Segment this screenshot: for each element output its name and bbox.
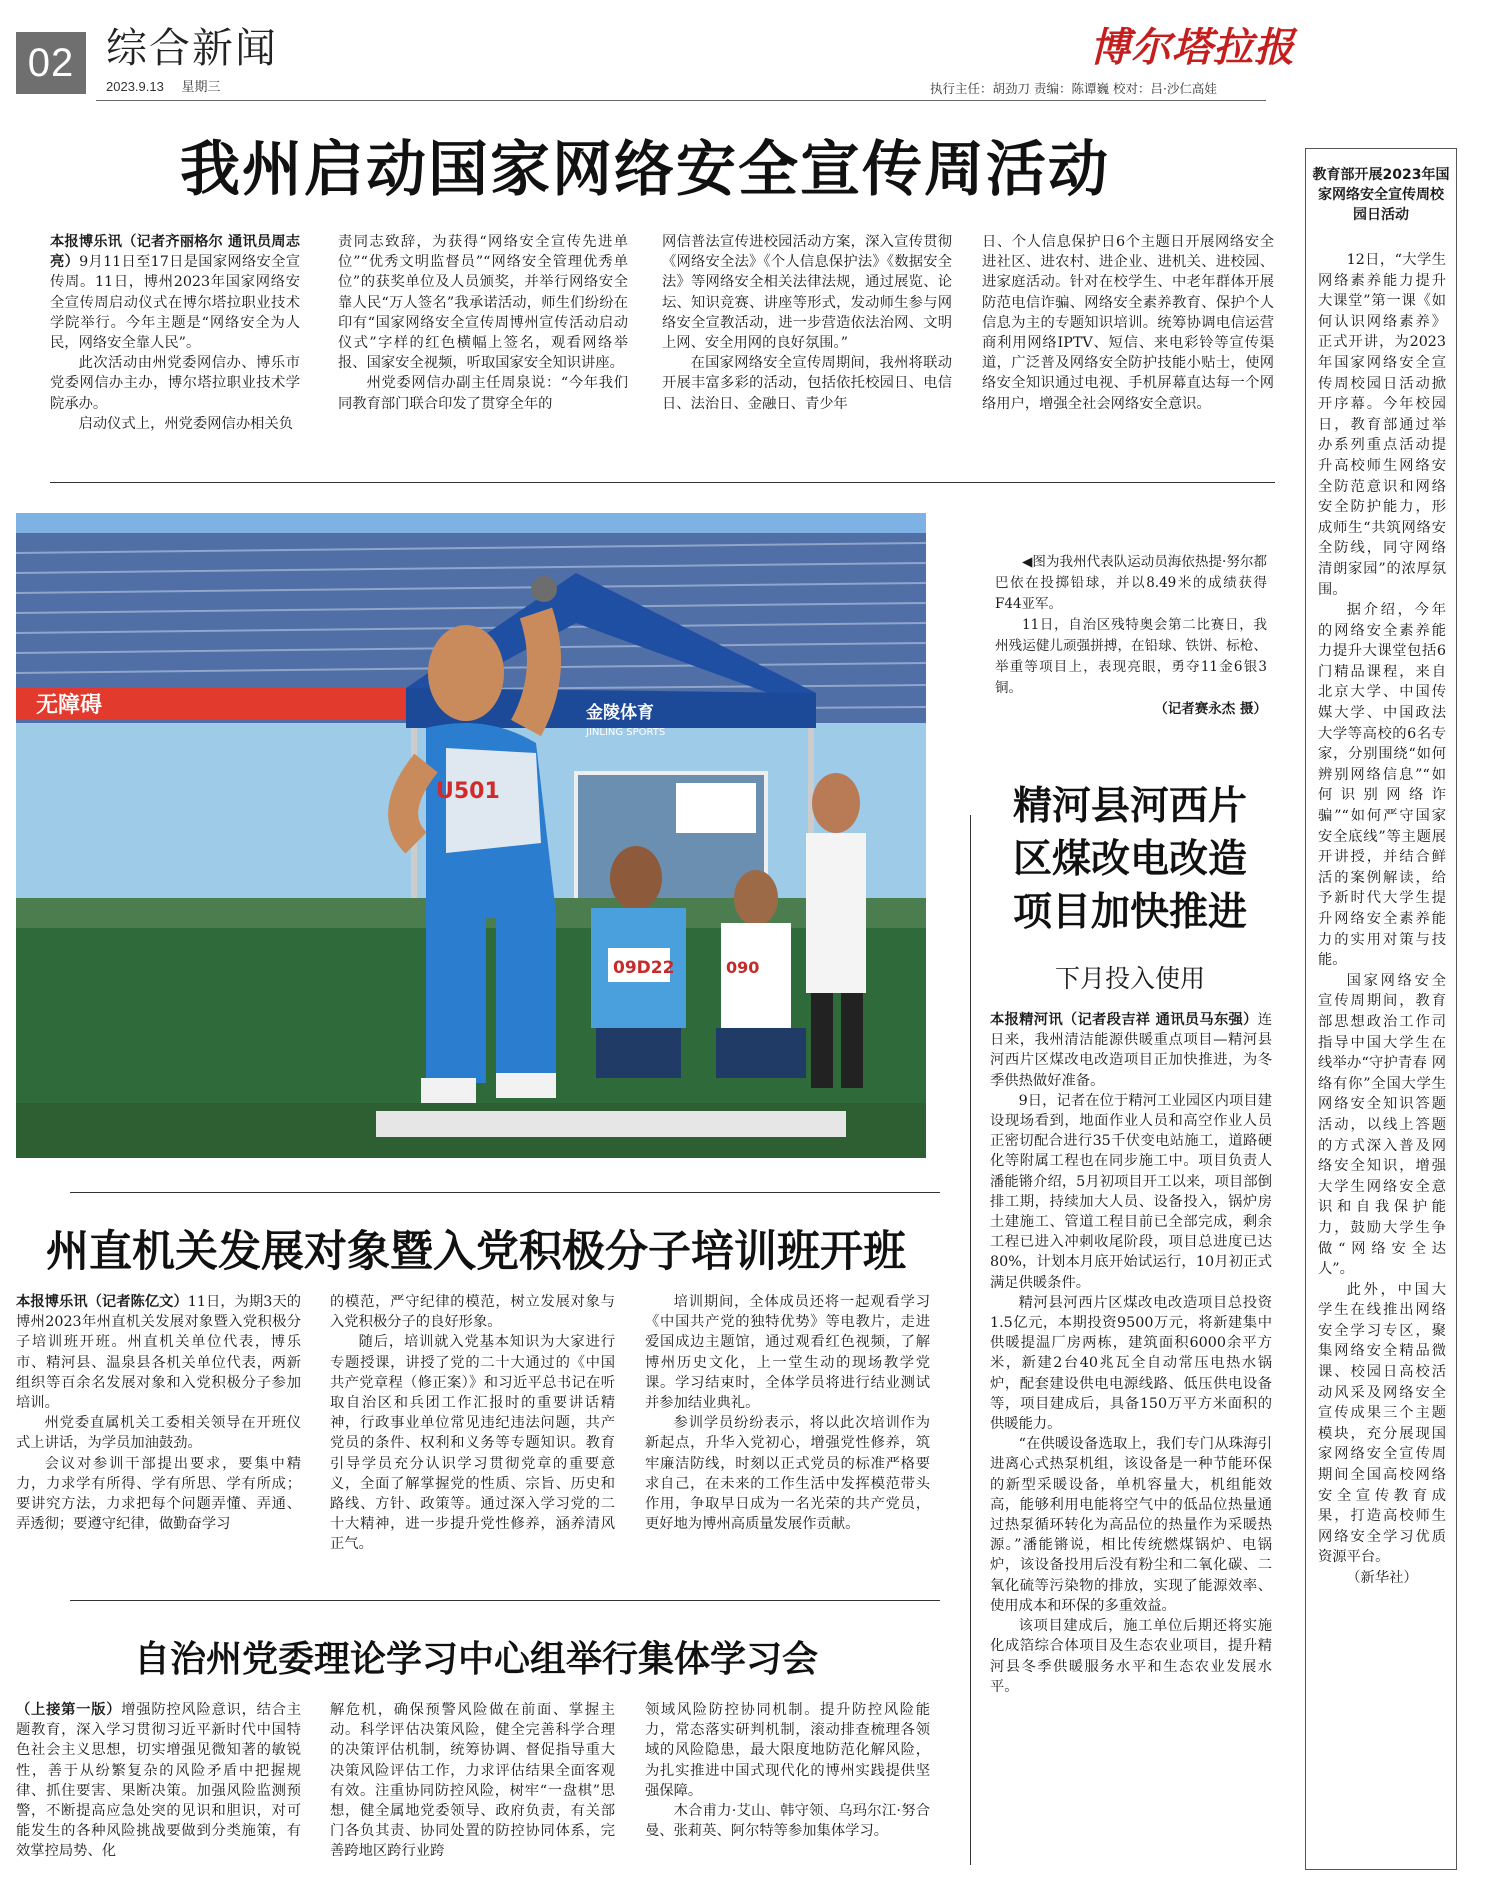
article1-p5: 州党委网信办副主任周泉说：“今年我们同教育部门联合印发了贯穿全年的 [338, 375, 628, 412]
article1-p7: 在国家网络安全宣传周期间，我州将联动开展丰富多彩的活动，包括依托校园日、电信日、法治日、金融日、青少年 [662, 355, 952, 412]
article2-p4: “在供暖设备选取上，我们专门从珠海引进离心式热泵机组，该设备是一种节能环保的新型采暖设备，单机容量大，机组能效高，能够利用电能将空气中的低品位热量通过热泵循环转化为高品位的热量作为采暖热源。”潘能锵说，相比传统燃煤锅炉、电锅炉，该设备投用后没有粉尘和二氧化碳、二氧化硫等污染物的排放，实现了能源效率、使用成本和环保的多重效益。 [990, 1436, 1272, 1614]
section-title: 综合新闻 [106, 24, 278, 72]
article3-p7: 参训学员纷纷表示，将以此次培训作为新起点，升华入党初心，增强党性修养，筑牢廉洁防线，时刻以正式党员的标准严格要求自己，在未来的工作生活中发挥模范带头作用，争取早日成为一名光荣的共产党员，更好地为博州高质量发展作贡献。 [645, 1415, 930, 1533]
canopy-brand: 金陵体育 [586, 703, 654, 723]
weekday: 星期三 [181, 79, 221, 94]
article4-col2 [330, 1700, 615, 1880]
article2-headline-line2: 区煤改电改造 [1012, 836, 1247, 882]
article3-col3 [645, 1292, 930, 1560]
article2-byline: 本报精河讯（记者段吉祥 通讯员马东强） [990, 1012, 1258, 1028]
article4-p3: 领域风险防控协同机制。提升防控风险能力，常态落实研判机制，滚动排查梳理各领域的风险隐患，最大限度地防范化解风险，为扎实推进中国式现代化的博州实践提供坚强保障。 [645, 1702, 930, 1799]
article2-p2: 9日，记者在位于精河工业园区内项目建设现场看到，地面作业人员和高空作业人员正密切配合进行35千伏变电站施工，道路硬化等附属工程也在同步施工中。项目负责人潘能锵介绍，5月初项目开工以来，项目部倒排工期，持续加大人员、设备投入，锅炉房土建施工、管道工程目前已全部完成，剩余工程已进入冲刺收尾阶段，项目总进度已达80%，计划本月底开始试运行，10月初正式满足供暖条件。 [990, 1092, 1272, 1291]
sidebar-headline: 教育部开展2023年国家网络安全宣传周校园日活动 [1312, 167, 1450, 223]
article1-col1 [50, 232, 300, 454]
article3-p6: 培训期间，全体成员还将一起观看学习《中国共产党的独特优势》等电教片，走进爱国成边主题馆，通过观看红色视频，了解博州历史文化，上一堂生动的现场教学党课。学习结束时，全体学员将进行结业测试并参加结业典礼。 [645, 1294, 930, 1412]
caption-p2: 11日，自治区残特奥会第二比赛日，我州残运健儿顽强拼搏，在铅球、铁饼、标枪、举重等项目上，表现亮眼，勇夺11金6银3铜。 [995, 617, 1267, 696]
article2-lead [990, 1010, 1272, 1091]
article3-p5: 随后，培训就入党基本知识为大家进行专题授课，讲授了党的二十大通过的《中国共产党章程（修正案）》和习近平总书记在听取自治区和兵团工作汇报时的重要讲话精神，行政事业单位常见违纪违法问题，共产党员的条件、权利和义务等专题知识。教育引导学员充分认识学习贯彻党章的重要意义，全面了解掌握党的性质、宗旨、历史和路线、方针、政策等。通过深入学习党的二十大精神，进一步提升党性修养，涵养清风正气。 [330, 1334, 615, 1553]
article1-byline: 本报博乐讯（记者齐丽格尔 通讯员周志亮） [50, 234, 300, 271]
canopy-brand-en: JINLING SPORTS [586, 727, 666, 738]
sidebar-body [1318, 250, 1446, 1865]
article3-rule [70, 1600, 940, 1601]
article3-headline: 州直机关发展对象暨入党积极分子培训班开班 [46, 1227, 906, 1277]
article1-col2 [338, 232, 628, 454]
article3-p4: 的模范，严守纪律的模范，树立发展对象与入党积极分子的良好形象。 [330, 1294, 615, 1331]
article1-p6: 网信普法宣传进校园活动方案，深入宣传贯彻《网络安全法》《个人信息保护法》《数据安全法》等网络安全相关法律法规，通过展览、论坛、知识竞赛、讲座等形式，发动师生参与网络安全宣教活动，进一步营造依法治网、文明上网、安全用网的良好氛围。” [662, 234, 952, 352]
article4-p2: 解危机，确保预警风险做在前面、掌握主动。科学评估决策风险，健全完善科学合理的决策评估机制，统筹协调、督促指导重大决策风险评估工作，力求评估结果全面客观有效。注重协同防控风险，树牢“一盘棋”思想，健全属地党委领导、政府负责，有关部门各负其责、协同处置的防控协同体系，完善跨地区跨行业跨 [330, 1702, 615, 1860]
article3-p2: 州党委直属机关工委相关领导在开班仪式上讲话，为学员加油鼓劲。 [16, 1415, 301, 1452]
article3-byline: 本报博乐讯（记者陈亿文） [16, 1294, 188, 1310]
photo-credit: （记者赛永杰 摄） [1154, 701, 1267, 717]
article2-p1: 连日来，我州清洁能源供暖重点项目—精河县河西片区煤改电改造项目正加快推进，为冬季供热做好准备。 [990, 1012, 1272, 1089]
sidebar-p3: 国家网络安全宣传周期间，教育部思想政治工作司指导中国大学生在线举办“守护青春 网络有你”全国大学生网络安全知识答题活动，以线上答题的方式深入普及网络安全知识，增强大学生网络安全意识和自我保护能力，鼓励大学生争做“网络安全达人”。 [1318, 972, 1446, 1278]
date: 2023.9.13 [106, 79, 164, 94]
photo-rule [70, 1192, 940, 1193]
shot-put-scene [16, 513, 926, 1158]
header-rule [96, 100, 1266, 101]
sidebar-p1: 12日，“大学生网络素养能力提升大课堂”第一课《如何认识网络素养》正式开讲，为2023年国家网络安全宣传周校园日活动掀开序幕。今年校园日，教育部通过举办系列重点活动提升高校师生网络安全防范意识和网络安全防护能力，形成师生“共筑网络安全防线，同守网络清朗家园”的浓厚氛围。 [1318, 252, 1446, 598]
article3-col2 [330, 1292, 615, 1560]
article1-col4 [982, 232, 1274, 454]
sidebar-p4: 此外，中国大学生在线推出网络安全学习专区，聚集网络安全精品微课、校园日高校活动风采及网络安全宣传成果三个主题模块，充分展现国家网络安全宣传周期间全国高校网络安全宣传教育成果，打造高校师生网络安全学习优质资源平台。 [1318, 1281, 1446, 1566]
article1-p3: 启动仪式上，州党委网信办相关负 [78, 415, 294, 432]
article1-lead [50, 232, 300, 353]
article1-p8: 日、个人信息保护日6个主题日开展网络安全进社区、进农村、进企业、进机关、进校园、进家庭活动。针对在校学生、中老年群体开展防范电信诈骗、网络安全素养教育、保护个人信息为主的专题知识培训。统筹协调电信运营商利用网络IPTV、短信、来电彩铃等宣传渠道，广泛普及网络安全防护技能小贴士，使网络安全知识通过电视、手机屏幕直达每一个网络用户，增强全社会网络安全意识。 [982, 234, 1274, 412]
caption-p1: ◀图为我州代表队运动员海依热提·努尔都巴依在投掷铅球，并以8.49米的成绩获得F44亚军。 [995, 554, 1267, 612]
article4-col1 [16, 1700, 301, 1880]
masthead-logo: 博尔塔拉报 [1090, 24, 1295, 71]
article3-col1 [16, 1292, 301, 1560]
article4-headline: 自治州党委理论学习中心组举行集体学习会 [133, 1639, 818, 1680]
article3-lead [16, 1292, 301, 1413]
editor-credits: 执行主任：胡劲刀 责编：陈谭巍 校对：吕·沙仁高娃 [930, 81, 1217, 96]
sports-photo [16, 513, 926, 1158]
bib-right: 090 [726, 958, 760, 977]
issue-date [106, 78, 220, 96]
athlete-bib: U501 [436, 779, 500, 804]
article1-p1: 9月11日至17日是国家网络安全宣传周。11日，博州2023年国家网络安全宣传周启动仪式在博尔塔拉职业技术学院举行。今年主题是“网络安全为人民，网络安全靠人民”。 [50, 254, 300, 352]
column-divider [970, 815, 971, 1865]
page-number: 02 [16, 32, 86, 94]
article1-p2: 此次活动由州党委网信办、博乐市党委网信办主办，博尔塔拉职业技术学院承办。 [50, 355, 300, 412]
sidebar-source: （新华社） [1346, 1570, 1418, 1586]
article4-continued: （上接第一版） [16, 1702, 122, 1718]
article2-p5: 该项目建成后，施工单位后期还将实施化成箔综合体项目及生态农业项目，提升精河县冬季供暖服务水平和生态农业发展水平。 [990, 1618, 1272, 1695]
article1-p4: 责同志致辞，为获得“网络安全宣传先进单位”“优秀文明监督员”“网络安全管理优秀单位”的获奖单位及人员颁奖，并举行网络安全靠人民“万人签名”我承诺活动，师生们纷纷在印有“国家网络安全宣传周博州宣传活动启动仪式”字样的红色横幅上签名，观看网络举报、国家安全视频，听取国家安全知识讲座。 [338, 234, 628, 372]
article1-headline: 我州启动国家网络安全宣传周活动 [180, 135, 1110, 205]
article3-p3: 会议对参训干部提出要求，要集中精力，力求学有所得、学有所思、学有所成；要讲究方法，力求把每个问题弄懂、弄通、弄透彻；要遵守纪律，做勤奋学习 [16, 1455, 301, 1533]
article1-col3 [662, 232, 952, 454]
article2-headline-line3: 项目加快推进 [1012, 889, 1247, 935]
photo-caption [995, 552, 1267, 732]
article3-p1: 11日，为期3天的博州2023年州直机关发展对象暨入党积极分子培训班开班。州直机关单位代表，博乐市、精河县、温泉县各机关单位代表，两新组织等百余名发展对象和入党积极分子参加培训。 [16, 1294, 301, 1412]
article4-p1: 增强防控风险意识，结合主题教育，深入学习贯彻习近平新时代中国特色社会主义思想，切实增强见微知著的敏锐性，善于从纷繁复杂的风险矛盾中把握规律、抓住要害、果断决策。加强风险监测预警，不断提高应急处突的见识和胆识，对可能发生的各种风险挑战要做到分类施策，有效掌控局势、化 [16, 1702, 301, 1860]
article2-body [990, 1010, 1272, 1870]
article4-col3 [645, 1700, 930, 1880]
sidebar-p2: 据介绍，今年的网络安全素养能力提升大课堂包括6门精品课程，来自北京大学、中国传媒大学、中国政法大学等高校的6名专家，分别围绕“如何辨别网络信息”“如何识别网络诈骗”“如何严守国家安全底线”等主题展开讲授，并结合鲜活的案例解读，给予新时代大学生提升网络安全素养能力的实用对策与技能。 [1318, 602, 1446, 969]
bib-left: 09D22 [613, 958, 675, 978]
article4-p4: 木合甫力·艾山、韩守领、乌玛尔江·努合曼、张莉英、阿尔特等参加集体学习。 [645, 1803, 930, 1840]
article2-subhead: 下月投入使用 [1054, 964, 1205, 993]
article4-lead [16, 1700, 301, 1862]
article2-headline [985, 780, 1275, 939]
article2-p3: 精河县河西片区煤改电改造项目总投资1.5亿元，本期投资9500万元，将新建集中供暖提温厂房两栋，建筑面积6000余平方米，新建2台40兆瓦全自动常压电热水锅炉，配套建设供电电源线路、低压供电设备等，项目建成后，具备150万平方米面积的供暖能力。 [990, 1294, 1272, 1433]
banner-text: 无障碍 [36, 693, 103, 718]
article1-rule [50, 482, 1275, 483]
article2-headline-line1: 精河县河西片 [1012, 783, 1247, 829]
